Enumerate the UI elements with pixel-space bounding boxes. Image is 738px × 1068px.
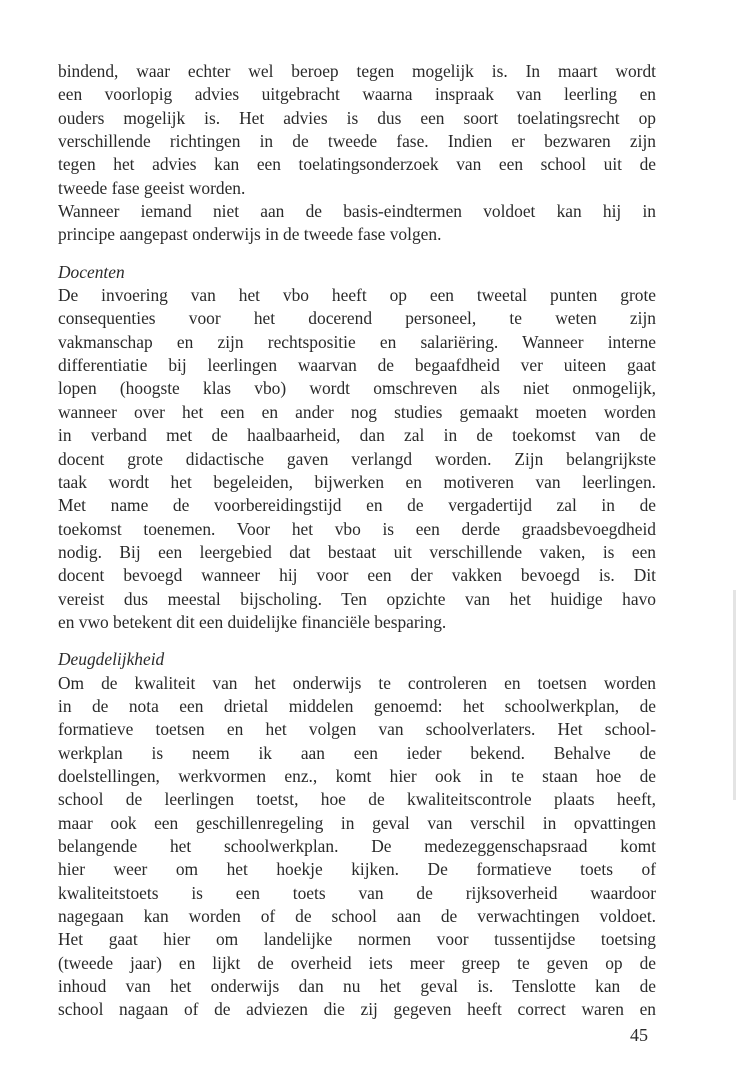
- text-line: kwaliteitstoets is een toets van de rijksoverheid waardoor: [58, 882, 656, 903]
- text-line: een voorlopig advies uitgebracht waarna inspraak van leerling en: [58, 84, 656, 105]
- text-line: principe aangepast onderwijs in de tweede fase volgen.: [58, 224, 442, 245]
- text-line: taak wordt het begeleiden, bijwerken en motiveren van leerlingen.: [58, 471, 656, 492]
- text-line: hier weer om het hoekje kijken. De formatieve toets of: [58, 859, 656, 880]
- text-line: doelstellingen, werkvormen enz., komt hier ook in te staan hoe de: [58, 765, 656, 786]
- text-line: wanneer over het een en ander nog studies gemaakt moeten worden: [58, 401, 656, 422]
- text-line: ouders mogelijk is. Het advies is dus een soort toelatingsrecht op: [58, 107, 656, 128]
- text-line: toekomst toenemen. Voor het vbo is een derde graadsbevoegdheid: [58, 518, 656, 539]
- text-line: verschillende richtingen in de tweede fase. Indien er bezwaren zijn: [58, 131, 656, 152]
- text-line: vereist dus meestal bijscholing. Ten opzichte van het huidige havo: [58, 588, 656, 609]
- paragraph-basis-eindtermen: [58, 200, 656, 247]
- section-docenten: [58, 261, 656, 635]
- text-line: (tweede jaar) en lijkt de overheid iets meer greep te geven op de: [58, 952, 656, 973]
- text-line: De invoering van het vbo heeft op een tweetal punten grote: [58, 285, 656, 306]
- text-line: Om de kwaliteit van het onderwijs te controleren en toetsen worden: [58, 672, 656, 693]
- page-number: 45: [630, 1025, 648, 1045]
- section-deugdelijkheid: [58, 648, 656, 1022]
- page-edge-shadow: [733, 590, 736, 800]
- text-line: vakmanschap en zijn rechtspositie en salariëring. Wanneer interne: [58, 331, 656, 352]
- text-line: in verband met de haalbaarheid, dan zal in de toekomst van de: [58, 425, 656, 446]
- text-line: school de leerlingen toetst, hoe de kwaliteitscontrole plaats heeft,: [58, 789, 656, 810]
- text-line: nodig. Bij een leergebied dat bestaat uit verschillende vaken, is een: [58, 541, 656, 562]
- text-line: werkplan is neem ik aan een ieder bekend. Behalve de: [58, 742, 656, 763]
- section-heading-docenten: Docenten: [58, 261, 125, 282]
- text-line: docent grote didactische gaven verlangd worden. Zijn belangrijkste: [58, 448, 656, 469]
- text-line: formatieve toetsen en het volgen van schoolverlaters. Het school-: [58, 719, 656, 740]
- text-line: inhoud van het onderwijs dan nu het geval is. Tenslotte kan de: [58, 976, 656, 997]
- text-line: school nagaan of de adviezen die zij gegeven heeft correct waren en: [58, 999, 656, 1020]
- text-line: bindend, waar echter wel beroep tegen mogelijk is. In maart wordt: [58, 61, 656, 81]
- text-line: differentiatie bij leerlingen waarvan de begaafdheid ver uiteen gaat: [58, 355, 656, 376]
- text-line: en vwo betekent dit een duidelijke financiële besparing.: [58, 611, 447, 632]
- text-line: docent bevoegd wanneer hij voor een der vakken bevoegd is. Dit: [58, 565, 656, 586]
- text-line: tweede fase geeist worden.: [58, 177, 246, 198]
- paragraph-toelating: [58, 60, 656, 200]
- text-line: Met name de voorbereidingstijd en de vergadertijd zal in de: [58, 495, 656, 516]
- text-line: Het gaat hier om landelijke normen voor tussentijdse toetsing: [58, 929, 656, 950]
- text-line: in de nota een drietal middelen genoemd: het schoolwerkplan, de: [58, 695, 656, 716]
- text-line: belangende het schoolwerkplan. De medezeggenschapsraad komt: [58, 836, 656, 856]
- text-line: lopen (hoogste klas vbo) wordt omschreven als niet onmogelijk,: [58, 378, 656, 399]
- page-body: [58, 60, 656, 1022]
- text-line: consequenties voor het docerend personeel, te weten zijn: [58, 308, 656, 329]
- text-line: Wanneer iemand niet aan de basis-eindtermen voldoet kan hij in: [58, 201, 656, 222]
- text-line: maar ook een geschillenregeling in geval van verschil in opvattingen: [58, 812, 656, 833]
- section-heading-deugdelijkheid: Deugdelijkheid: [58, 649, 165, 670]
- text-line: tegen het advies kan een toelatingsonderzoek van een school uit de: [58, 154, 656, 175]
- text-line: nagegaan kan worden of de school aan de verwachtingen voldoet.: [58, 906, 656, 927]
